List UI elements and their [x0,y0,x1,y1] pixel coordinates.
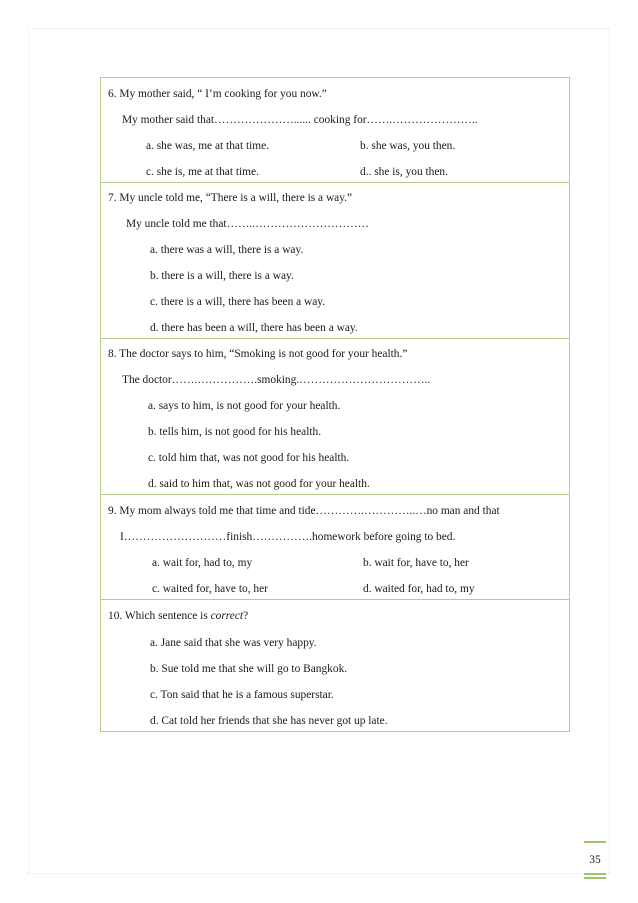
option-a: a. Jane said that she was very happy. [150,637,317,649]
option-a: a. she was, me at that time. [146,140,270,152]
question-7 [101,182,569,338]
page-number-rule-bottom [584,873,606,875]
page-border-left [28,28,29,873]
question-frame: I………………………finish…………….homework before going to bed. [120,531,456,543]
option-c: c. she is, me at that time. [146,166,259,178]
option-b: b. tells him, is not good for his health. [148,426,322,438]
question-stem: 6. My mother said, “ I’m cooking for you now.” [108,88,327,100]
question-frame: My mother said that…………………...... cooking for…….………………….. [122,114,478,126]
option-c: c. told him that, was not good for his health. [148,452,350,464]
page-border-bottom [28,873,609,874]
option-d: d. waited for, had to, my [363,583,475,595]
option-d: d. Cat told her friends that she has never got up late. [150,715,388,727]
page-number-rule-top [584,841,606,843]
question-stem-emphasis: correct [210,610,244,622]
option-d: d. said to him that, was not good for your health. [148,478,370,490]
page-border-top [28,28,609,29]
question-stem [108,609,248,623]
question-6 [101,78,569,182]
question-stem: 7. My uncle told me, “There is a will, there is a way.” [108,192,353,204]
page-number-block [584,841,606,879]
option-b: b. wait for, have to, her [363,557,469,569]
page-number: 35 [589,854,601,866]
page-number-rule-bottom-2 [584,877,606,879]
option-a: a. there was a will, there is a way. [150,244,304,256]
question-frame: My uncle told me that……..………………………… [126,218,369,230]
option-c: c. there is a will, there has been a way. [150,296,326,308]
option-b: b. there is a will, there is a way. [150,270,294,282]
question-8 [101,338,569,494]
option-c: c. waited for, have to, her [152,583,268,595]
question-frame: The doctor…….…………….smoking.…………………………….. [122,374,431,386]
question-9 [101,494,569,599]
questions-table [100,77,570,732]
question-10 [101,599,569,731]
question-stem: 8. The doctor says to him, “Smoking is not good for your health.” [108,348,408,360]
question-stem-suffix: ? [243,610,249,622]
option-b: b. Sue told me that she will go to Bangkok. [150,663,348,675]
page-border-right [609,28,610,873]
option-d: d. there has been a will, there has been a way. [150,322,358,334]
option-b: b. she was, you then. [360,140,456,152]
question-stem: 9. My mom always told me that time and tide………….…………..…no man and that [108,505,500,517]
option-a: a. says to him, is not good for your health. [148,400,341,412]
option-a: a. wait for, had to, my [152,557,253,569]
question-stem-prefix: 10. Which sentence is [108,610,211,622]
option-c: c. Ton said that he is a famous superstar. [150,689,334,701]
option-d: d.. she is, you then. [360,166,448,178]
